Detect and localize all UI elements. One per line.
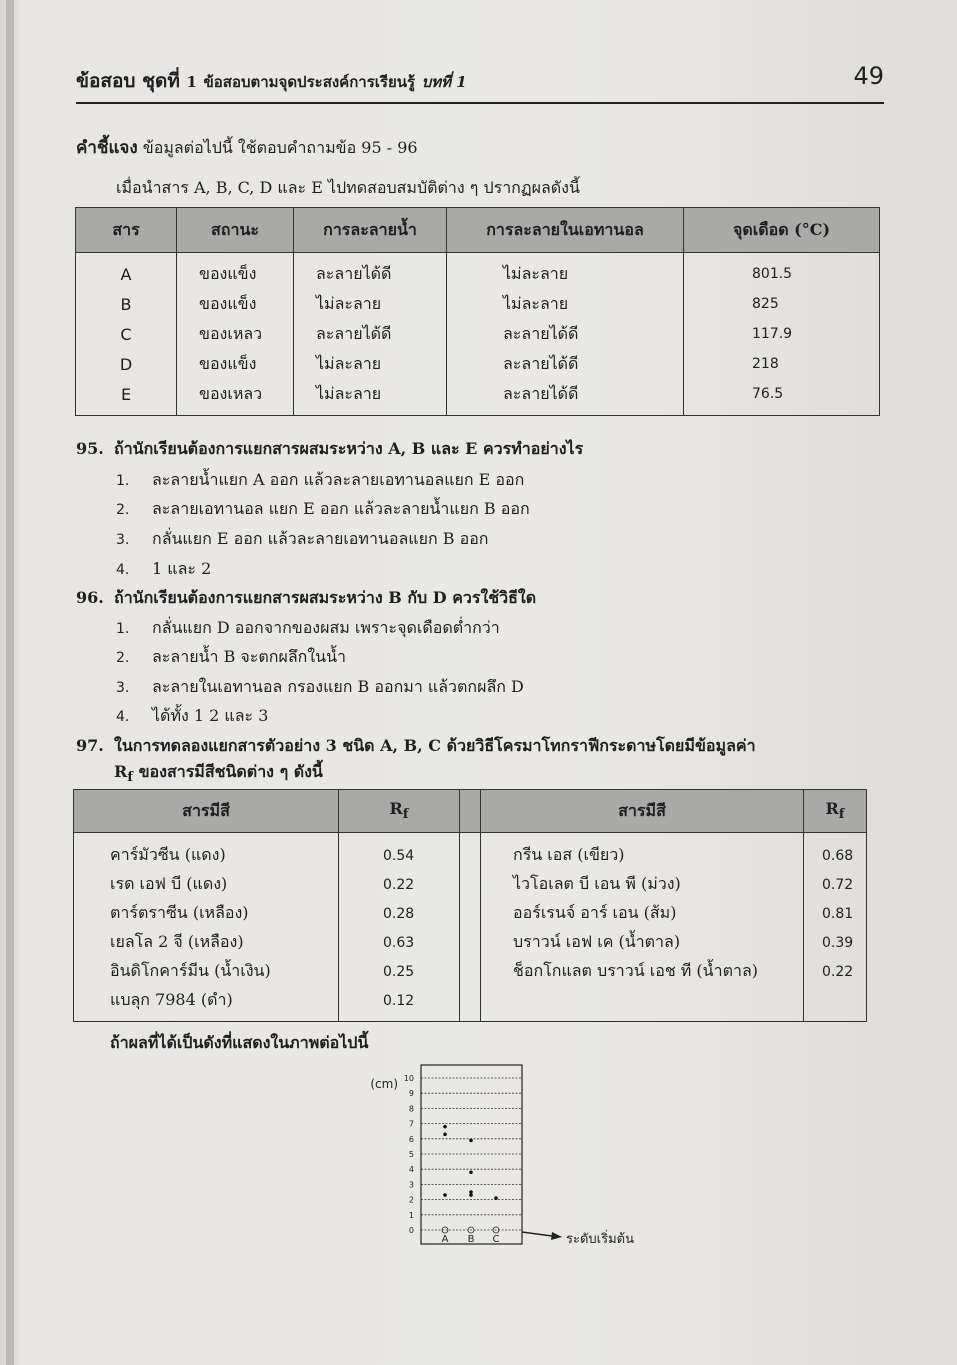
cell-ethanol: ไม่ละลาย <box>447 253 684 290</box>
gridlines <box>421 1078 522 1230</box>
question-97-line2 <box>114 760 323 785</box>
rf-subscript: f <box>402 806 409 823</box>
cell-water: ไม่ละลาย <box>294 379 447 416</box>
table-header-row <box>74 790 867 833</box>
table1-intro: เมื่อนำสาร A, B, C, D และ E ไปทดสอบสมบัติต่าง ๆ ปรากฏผลดังนี้ <box>116 178 580 197</box>
spot <box>494 1196 498 1200</box>
rf-value-right: 0.72 <box>804 870 867 899</box>
option-number: 4. <box>116 562 130 578</box>
header-subtitle: ข้อสอบตามจุดประสงค์การเรียนรู้ <box>203 73 416 91</box>
substance-properties-table <box>75 207 880 416</box>
cell-substance: E <box>76 379 177 416</box>
q96-option-1 <box>116 616 500 641</box>
table-header-row <box>76 208 880 253</box>
col-header-rf-left <box>339 790 460 833</box>
question-95 <box>76 437 583 462</box>
dye-name-left: แบลุก 7984 (ดำ) <box>74 986 339 1022</box>
page <box>6 0 957 1365</box>
q95-option-4 <box>116 557 211 582</box>
option-text: ได้ทั้ง 1 2 และ 3 <box>152 706 269 725</box>
rf-value-left: 0.54 <box>339 833 460 871</box>
book-spine-shadow <box>6 0 14 1365</box>
result-text: ถ้าผลที่ได้เป็นดังที่แสดงในภาพต่อไปนี้ <box>110 1033 369 1052</box>
dye-name-left: ตาร์ตราซีน (เหลือง) <box>74 899 339 928</box>
dye-name-left: คาร์มัวซีน (แดง) <box>74 833 339 871</box>
col-header-dye-left: สารมีสี <box>74 790 339 833</box>
chromatogram-figure <box>356 1060 666 1250</box>
cell-ethanol: ละลายได้ดี <box>447 349 684 379</box>
tick-label: 10 <box>403 1074 414 1083</box>
option-number: 2. <box>116 650 130 666</box>
option-number: 1. <box>116 473 130 489</box>
lane-label: A <box>441 1234 449 1245</box>
option-text: ละลายเอทานอล แยก E ออก แล้วละลายน้ำแยก B ออก <box>152 499 530 518</box>
dye-name-right: บราวน์ เอฟ เค (น้ำตาล) <box>481 928 804 957</box>
cell-water: ไม่ละลาย <box>294 349 447 379</box>
gap-cell <box>460 870 481 899</box>
start-label: ระดับเริ่มต้น <box>566 1232 634 1247</box>
dye-name-right: ออร์เรนจ์ อาร์ เอน (ส้ม) <box>481 899 804 928</box>
dye-name-left: เรด เอฟ บี (แดง) <box>74 870 339 899</box>
dye-name-right: ไวโอเลต บี เอน พี (ม่วง) <box>481 870 804 899</box>
cell-boiling-point: 825 <box>684 289 880 319</box>
instruction-label: คำชี้แจง <box>76 138 138 158</box>
rf-value-right: 0.81 <box>804 899 867 928</box>
tick-labels <box>404 1074 414 1235</box>
rf-value-left: 0.12 <box>339 986 460 1022</box>
cell-boiling-point: 218 <box>684 349 880 379</box>
dye-name-left: อินดิโกคาร์มีน (น้ำเงิน) <box>74 957 339 986</box>
table-row <box>76 349 880 379</box>
question-number: 95. <box>76 439 104 458</box>
col-header-dye-right: สารมีสี <box>481 790 804 833</box>
tick-label: 4 <box>408 1165 414 1175</box>
table-row <box>74 899 867 928</box>
paper-frame <box>421 1065 522 1244</box>
lane-labels <box>442 1234 500 1245</box>
tick-label: 1 <box>408 1210 414 1220</box>
cell-substance: A <box>76 253 177 290</box>
dye-name-left: เยลโล 2 จี (เหลือง) <box>74 928 339 957</box>
spot <box>443 1132 447 1136</box>
gap-cell <box>460 986 481 1022</box>
header-chapter: บทที่ 1 <box>421 73 467 91</box>
col-header-rf-right <box>804 790 867 833</box>
option-text: 1 และ 2 <box>152 559 212 578</box>
question-number: 96. <box>76 588 104 607</box>
cell-state: ของแข็ง <box>177 289 294 319</box>
cell-water: ละลายได้ดี <box>294 319 447 349</box>
option-number: 4. <box>116 709 130 725</box>
col-header-state: สถานะ <box>177 208 294 253</box>
gap-cell <box>460 928 481 957</box>
option-text: กลั่นแยก D ออกจากของผสม เพราะจุดเดือดต่ำกว่า <box>152 618 500 637</box>
option-text: ละลายน้ำ B จะตกผลึกในน้ำ <box>152 647 346 666</box>
tick-label: 3 <box>408 1180 414 1190</box>
q95-option-3 <box>116 527 488 552</box>
gap-cell <box>460 899 481 928</box>
dye-name-right <box>481 986 804 1022</box>
tick-label: 7 <box>408 1119 414 1129</box>
spot <box>443 1125 447 1129</box>
table-row <box>74 928 867 957</box>
lane-label: B <box>467 1234 475 1245</box>
question-text: ในการทดลองแยกสารตัวอย่าง 3 ชนิด A, B, C ด้วยวิธีโครมาโทกราฟีกระดาษโดยมีข้อมูลค่า <box>114 736 756 755</box>
rf-subscript: f <box>127 769 134 786</box>
rf-symbol: R <box>389 799 403 819</box>
col-header-gap <box>460 790 481 833</box>
option-number: 2. <box>116 502 130 518</box>
instruction-text: ข้อมูลต่อไปนี้ ใช้ตอบคำถามข้อ 95 - 96 <box>142 138 418 157</box>
question-text: ถ้านักเรียนต้องการแยกสารผสมระหว่าง B กับ D ควรใช้วิธีใด <box>114 588 537 607</box>
spot <box>469 1139 473 1143</box>
option-text: กลั่นแยก E ออก แล้วละลายเอทานอลแยก B ออก <box>152 529 489 548</box>
tick-label: 0 <box>408 1226 414 1235</box>
q95-option-1 <box>116 468 524 493</box>
rf-symbol: R <box>825 799 839 819</box>
table-row <box>74 986 867 1022</box>
cell-state: ของเหลว <box>177 319 294 349</box>
page-number: 49 <box>853 62 884 90</box>
cell-state: ของแข็ง <box>177 349 294 379</box>
gap-cell <box>460 957 481 986</box>
col-header-boiling-point: จุดเดือด (°C) <box>684 208 880 253</box>
cell-ethanol: ละลายได้ดี <box>447 319 684 349</box>
cell-state: ของแข็ง <box>177 253 294 290</box>
tick-label: 5 <box>408 1150 414 1159</box>
option-number: 3. <box>116 680 130 696</box>
start-arrow <box>522 1232 562 1240</box>
rf-value-left: 0.25 <box>339 957 460 986</box>
dye-name-right: ช็อกโกแลต บราวน์ เอช ที (น้ำตาล) <box>481 957 804 986</box>
question-96 <box>76 586 536 611</box>
cell-boiling-point: 76.5 <box>684 379 880 416</box>
table-row <box>76 289 880 319</box>
tick-label: 6 <box>408 1134 414 1144</box>
rf-value-left: 0.28 <box>339 899 460 928</box>
dye-rf-table <box>73 789 867 1022</box>
col-header-ethanol-solubility: การละลายในเอทานอล <box>447 208 684 253</box>
question-97 <box>76 734 756 759</box>
table-row <box>74 870 867 899</box>
option-number: 3. <box>116 532 130 548</box>
spot <box>443 1193 447 1197</box>
col-header-water-solubility: การละลายน้ำ <box>294 208 447 253</box>
table-row <box>76 379 880 416</box>
instruction <box>76 134 418 161</box>
cell-substance: C <box>76 319 177 349</box>
header-set-number: 1 <box>186 73 197 91</box>
header-title <box>76 66 467 96</box>
question-text-cont: ของสารมีสีชนิดต่าง ๆ ดังนี้ <box>133 762 323 781</box>
gap-cell <box>460 833 481 871</box>
table-row <box>74 957 867 986</box>
spot <box>469 1170 473 1174</box>
rf-value-right <box>804 986 867 1022</box>
q96-option-2 <box>116 645 346 670</box>
spot <box>469 1190 473 1194</box>
option-text: ละลายน้ำแยก A ออก แล้วละลายเอทานอลแยก E ออก <box>152 470 525 489</box>
unit-label: (cm) <box>370 1077 398 1091</box>
question-number: 97. <box>76 736 104 755</box>
rf-subscript: f <box>838 806 845 823</box>
col-header-substance: สาร <box>76 208 177 253</box>
cell-state: ของเหลว <box>177 379 294 416</box>
cell-boiling-point: 801.5 <box>684 253 880 290</box>
rf-symbol: R <box>114 762 128 781</box>
rf-value-right: 0.68 <box>804 833 867 871</box>
q96-option-4 <box>116 704 268 729</box>
cell-boiling-point: 117.9 <box>684 319 880 349</box>
rf-value-left: 0.63 <box>339 928 460 957</box>
spots <box>442 1125 499 1233</box>
dye-name-right: กรีน เอส (เขียว) <box>481 833 804 871</box>
question-text: ถ้านักเรียนต้องการแยกสารผสมระหว่าง A, B และ E ควรทำอย่างไร <box>114 439 584 458</box>
q96-option-3 <box>116 675 524 700</box>
cell-water: ละลายได้ดี <box>294 253 447 290</box>
header-title-text: ข้อสอบ ชุดที่ <box>76 70 180 92</box>
table-row <box>76 319 880 349</box>
tick-label: 9 <box>408 1089 414 1099</box>
page-header <box>76 62 884 104</box>
table-row <box>76 253 880 290</box>
cell-ethanol: ไม่ละลาย <box>447 289 684 319</box>
option-text: ละลายในเอทานอล กรองแยก B ออกมา แล้วตกผลึก D <box>152 677 524 696</box>
tick-label: 8 <box>408 1104 414 1114</box>
table-row <box>74 833 867 871</box>
lane-label: C <box>492 1234 500 1245</box>
cell-ethanol: ละลายได้ดี <box>447 379 684 416</box>
tick-label: 2 <box>408 1195 414 1205</box>
rf-value-left: 0.22 <box>339 870 460 899</box>
cell-substance: D <box>76 349 177 379</box>
cell-water: ไม่ละลาย <box>294 289 447 319</box>
rf-value-right: 0.22 <box>804 957 867 986</box>
q95-option-2 <box>116 497 530 522</box>
cell-substance: B <box>76 289 177 319</box>
option-number: 1. <box>116 621 130 637</box>
rf-value-right: 0.39 <box>804 928 867 957</box>
